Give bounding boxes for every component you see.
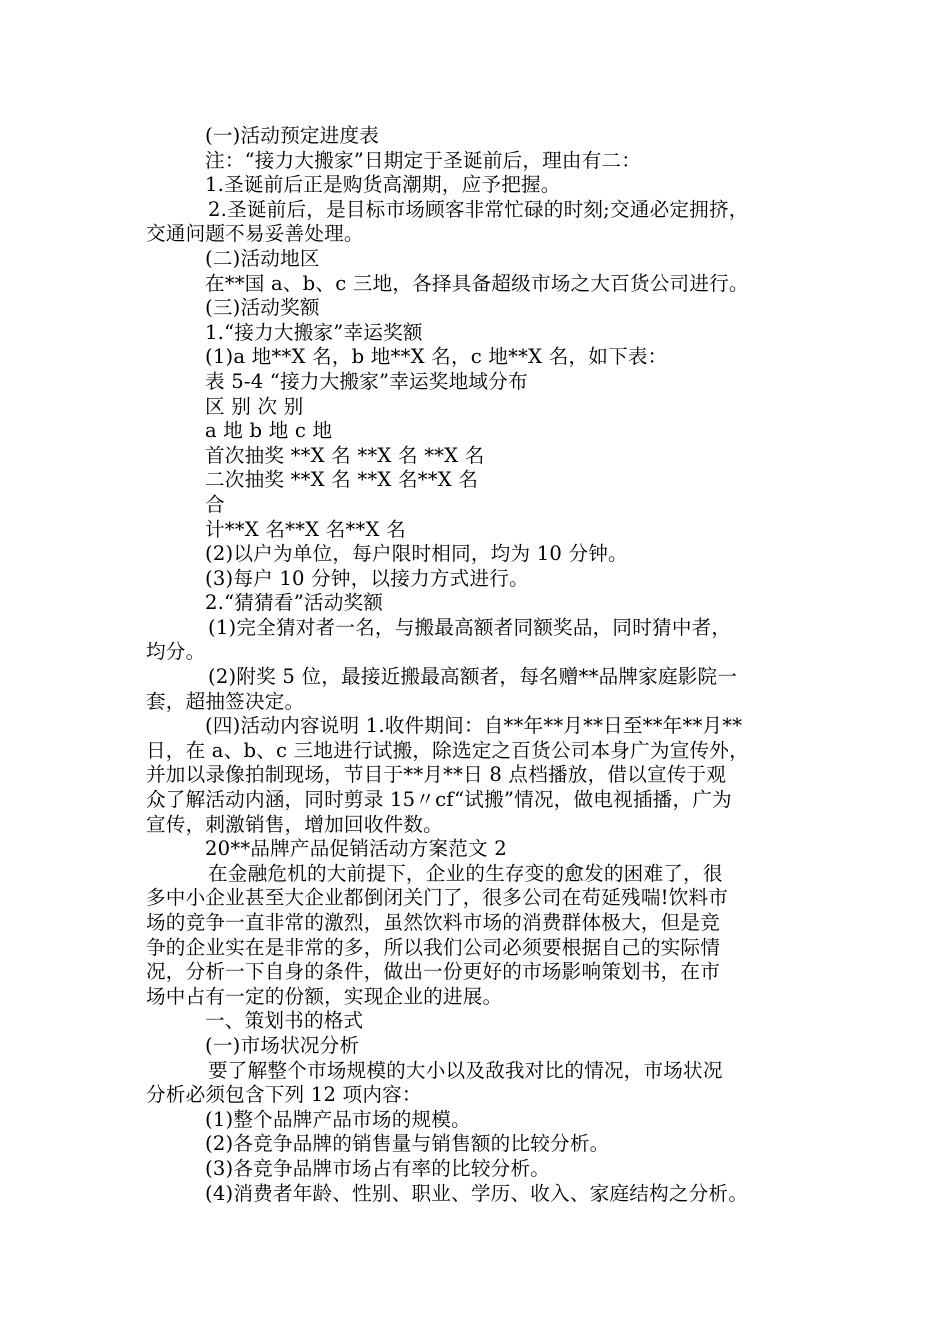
text-line: 注：“接力大搬家”日期定于圣诞前后，理由有二： — [205, 148, 642, 172]
text-line: 2.圣诞前后，是目标市场顾客非常忙碌的时刻;交通必定拥挤， — [208, 197, 749, 221]
text-line: (1)完全猜对者一名，与搬最高额者同额奖品，同时猜中者， — [208, 615, 732, 639]
text-line: 1.“接力大搬家”幸运奖额 — [205, 320, 423, 344]
text-line: (三)活动奖额 — [205, 296, 320, 320]
text-line: 表 5-4 “接力大搬家”幸运奖地域分布 — [205, 369, 528, 393]
text-line: 均分。 — [146, 640, 206, 664]
text-line: (4)消费者年龄、性别、职业、学历、收入、家庭结构之分析。 — [205, 1181, 748, 1205]
text-line: (1)a 地**X 名，b 地**X 名，c 地**X 名，如下表： — [205, 345, 668, 369]
text-line: 在**国 a、b、c 三地，各择具备超级市场之大百货公司进行。 — [205, 271, 749, 295]
text-line: 2.“猜猜看”活动奖额 — [205, 591, 384, 615]
text-line: 一、策划书的格式 — [205, 1009, 364, 1033]
text-line: 20**品牌产品促销活动方案范文 2 — [205, 837, 507, 861]
text-line: (1)整个品牌产品市场的规模。 — [205, 1107, 471, 1131]
text-line: 区 别 次 别 — [205, 394, 304, 418]
text-line: 众了解活动内涵，同时剪录 15〃cf“试搬”情况，做电视插播，广为 — [146, 788, 732, 812]
text-line: 宣传，刺激销售，增加回收件数。 — [146, 812, 443, 836]
text-line: 多中小企业甚至大企业都倒闭关门了，很多公司在苟延残喘!饮料市 — [146, 886, 729, 910]
text-line: (四)活动内容说明 1.收件期间：自**年**月**日至**年**月** — [205, 714, 743, 738]
text-line: 况，分析一下自身的条件，做出一份更好的市场影响策划书，在市 — [146, 960, 721, 984]
document-body — [146, 124, 818, 1206]
text-line: 场中占有一定的份额，实现企业的进展。 — [146, 984, 503, 1008]
text-line: 合 — [205, 492, 225, 516]
text-line: 在金融危机的大前提下，企业的生存变的愈发的困难了，很 — [208, 861, 723, 885]
text-line: 交通问题不易妥善处理。 — [146, 222, 364, 246]
text-line: (3)每户 10 分钟，以接力方式进行。 — [205, 566, 529, 590]
text-line: (2)以户为单位，每户限时相同，均为 10 分钟。 — [205, 542, 628, 566]
text-line: (一)活动预定进度表 — [205, 124, 380, 147]
text-line: 争的企业实在是非常的多，所以我们公司必须要根据自己的实际情 — [146, 935, 721, 959]
text-line: 1.圣诞前后正是购货高潮期，应予把握。 — [205, 173, 561, 197]
text-line: (二)活动地区 — [205, 246, 320, 270]
text-line: a 地 b 地 c 地 — [205, 419, 333, 443]
text-line: 要了解整个市场规模的大小以及敌我对比的情况，市场状况 — [208, 1058, 723, 1082]
text-line: (2)附奖 5 位，最接近搬最高额者，每名赠**品牌家庭影院一 — [208, 665, 738, 689]
text-line: 日，在 a、b、c 三地进行试搬，除选定之百货公司本身广为宣传外， — [146, 738, 749, 762]
text-line: 计**X 名**X 名**X 名 — [205, 517, 406, 541]
text-line: 二次抽奖 **X 名 **X 名**X 名 — [205, 468, 479, 492]
text-line: 首次抽奖 **X 名 **X 名 **X 名 — [205, 443, 485, 467]
text-line: (一)市场状况分析 — [205, 1033, 360, 1057]
text-line: (2)各竞争品牌的销售量与销售额的比较分析。 — [205, 1132, 610, 1156]
text-line: (3)各竞争品牌市场占有率的比较分析。 — [205, 1156, 551, 1180]
text-line: 场的竞争一直非常的激烈，虽然饮料市场的消费群体极大，但是竞 — [146, 911, 721, 934]
text-line: 套，超抽签决定。 — [146, 689, 305, 713]
text-line: 分析必须包含下列 12 项内容： — [146, 1083, 422, 1107]
text-line: 并加以录像拍制现场，节目于**月**日 8 点档播放，借以宣传于观 — [146, 763, 727, 787]
